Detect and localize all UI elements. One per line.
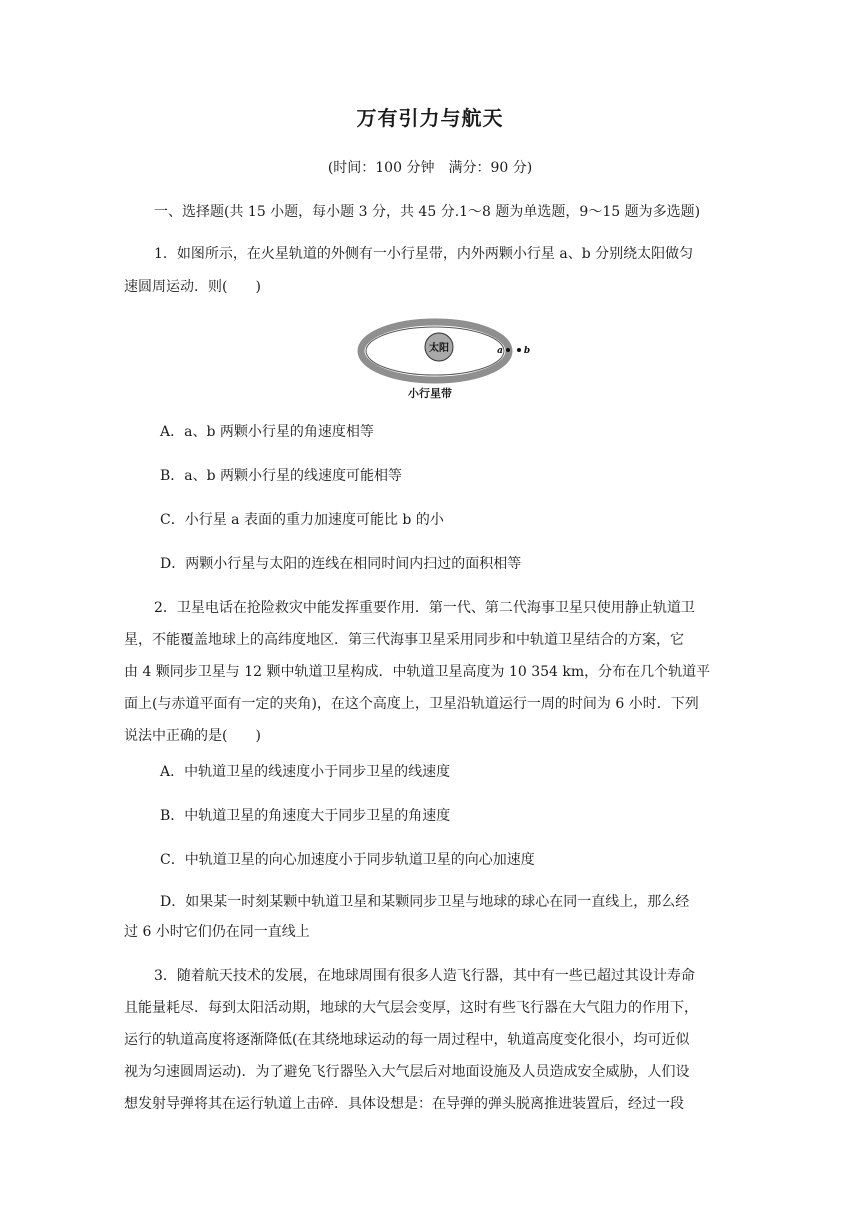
q2-option-c: C．中轨道卫星的向心加速度小于同步轨道卫星的向心加速度 <box>160 852 535 868</box>
q2-option-d-line-2: 过 6 小时它们仍在同一直线上 <box>124 924 310 940</box>
section-heading: 一、选择题(共 15 小题，每小题 3 分，共 45 分.1～8 题为单选题，9～15 题为多选题) <box>154 204 701 220</box>
q3-stem-line-4: 视为匀速圆周运动)．为了避免飞行器坠入大气层后对地面设施及人员造成安全威胁，人们设 <box>124 1064 690 1080</box>
asteroid-b-dot <box>517 348 521 352</box>
q3-stem-line-3: 运行的轨道高度将逐渐降低(在其绕地球运动的每一周过程中，轨道高度变化很小，均可近似 <box>124 1032 690 1048</box>
q2-option-b: B．中轨道卫星的角速度大于同步卫星的角速度 <box>160 808 451 824</box>
q1-option-d: D．两颗小行星与太阳的连线在相同时间内扫过的面积相等 <box>160 556 522 572</box>
point-b-label: b <box>523 346 531 356</box>
q3-stem-line-1: 3．随着航天技术的发展，在地球周围有很多人造飞行器，其中有一些已超过其设计寿命 <box>154 968 695 984</box>
q1-option-b: B．a、b 两颗小行星的线速度可能相等 <box>160 468 403 484</box>
q2-stem-line-1: 2．卫星电话在抢险救灾中能发挥重要作用．第一代、第二代海事卫星只使用静止轨道卫 <box>154 600 695 616</box>
point-a-label: a <box>497 346 503 356</box>
q1-option-a: A．a、b 两颗小行星的角速度相等 <box>160 424 374 440</box>
q2-stem-line-3: 由 4 颗同步卫星与 12 颗中轨道卫星构成．中轨道卫星高度为 10 354 km，分布在几个轨道平 <box>124 664 711 680</box>
q1-stem-line-2: 速圆周运动．则( ) <box>124 279 261 295</box>
q3-stem-line-2: 且能量耗尽．每到太阳活动期，地球的大气层会变厚，这时有些飞行器在大气阻力的作用下， <box>124 1000 698 1016</box>
page-title: 万有引力与航天 <box>356 106 504 130</box>
q3-stem-line-5: 想发射导弹将其在运行轨道上击碎．具体设想是：在导弹的弹头脱离推进装置后，经过一段 <box>124 1096 684 1112</box>
q2-option-d-line-1: D．如果某一时刻某颗中轨道卫星和某颗同步卫星与地球的球心在同一直线上，那么经 <box>160 894 690 910</box>
exam-info: (时间：100 分钟 满分：90 分) <box>327 160 533 176</box>
figure-caption: 小行星带 <box>408 387 452 400</box>
q2-option-a: A．中轨道卫星的线速度小于同步卫星的线速度 <box>160 764 451 780</box>
q1-stem-line-1: 1．如图所示，在火星轨道的外侧有一小行星带，内外两颗小行星 a、b 分别绕太阳做匀 <box>154 246 694 262</box>
sun-label: 太阳 <box>429 343 449 354</box>
q2-stem-line-2: 星，不能覆盖地球上的高纬度地区．第三代海事卫星采用同步和中轨道卫星结合的方案，它 <box>124 632 684 648</box>
q2-stem-line-5: 说法中正确的是( ) <box>124 728 261 744</box>
asteroid-a-dot <box>506 348 510 352</box>
q1-option-c: C．小行星 a 表面的重力加速度可能比 b 的小 <box>160 512 444 528</box>
q2-stem-line-4: 面上(与赤道平面有一定的夹角)，在这个高度上，卫星沿轨道运行一周的时间为 6 小时．下列 <box>124 696 699 712</box>
